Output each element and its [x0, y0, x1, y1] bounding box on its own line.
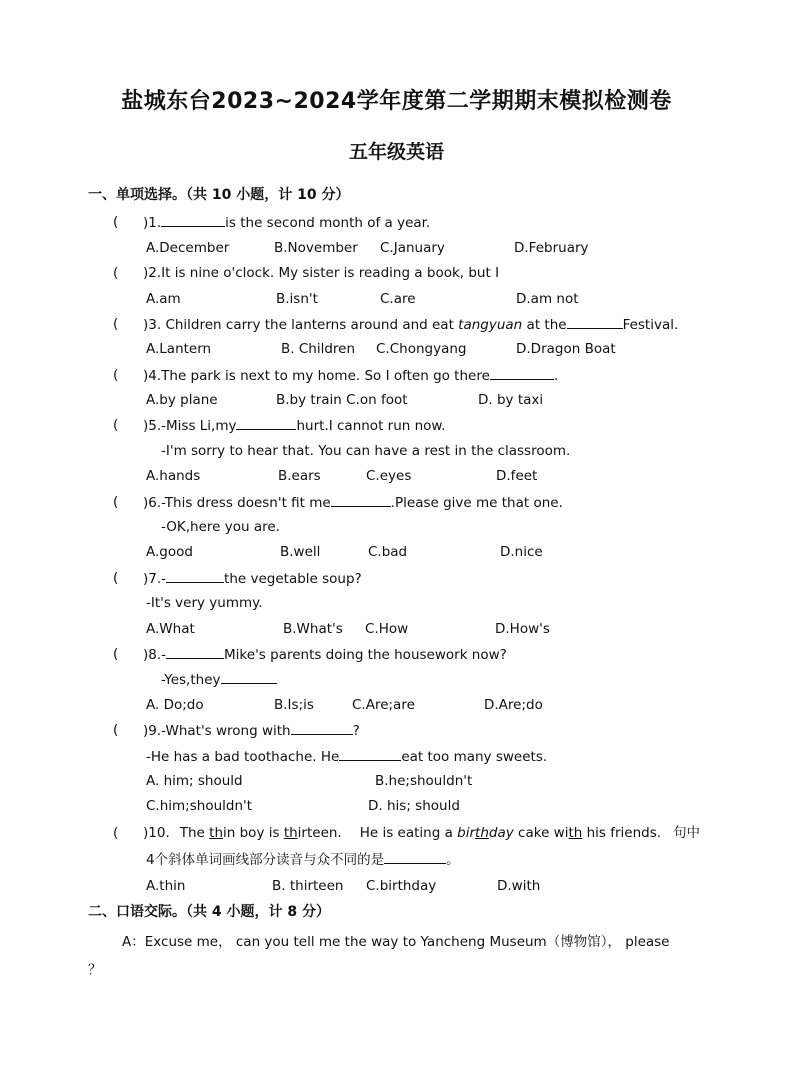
answer-blank: [161, 212, 225, 227]
option-d: D. by taxi: [478, 392, 544, 408]
q9-text-b: ?: [352, 723, 360, 739]
option-d: D.How's: [495, 621, 550, 637]
q10-line2: [146, 849, 460, 870]
q1-num: )1.: [143, 215, 162, 231]
option-d: D.nice: [500, 544, 543, 560]
option-d: D.feet: [496, 468, 538, 484]
question-8: [143, 644, 507, 665]
q10-s6: his friends.: [582, 825, 662, 841]
answer-paren: (: [113, 367, 119, 383]
q10-s2-underlined: th: [283, 825, 298, 841]
option-b: B.he;shouldn't: [375, 773, 473, 789]
question-2: )2.It is nine o'clock. My sister is reading a book, but I: [143, 265, 500, 281]
answer-blank: [490, 365, 554, 380]
q10-s4-italic-underlined: th: [475, 825, 489, 841]
option-b: B.ears: [278, 468, 321, 484]
q10-s3: irteen.: [297, 825, 342, 841]
q3-text-a: )3. Children carry the lanterns around and eat: [143, 317, 459, 333]
q9-reply-a: -He has a bad toothache. He: [146, 749, 340, 765]
question-4: [143, 365, 558, 386]
answer-blank: [384, 849, 446, 864]
q3-text-c: Festival.: [622, 317, 679, 333]
answer-paren: (: [113, 494, 119, 510]
answer-blank: [331, 492, 391, 507]
option-b: B.by train C.on foot: [276, 392, 408, 408]
q8-text-a: )8.-: [143, 647, 167, 663]
option-b: B.What's: [283, 621, 343, 637]
option-d: D. his; should: [368, 798, 460, 814]
q9-reply-b: eat too many sweets.: [401, 749, 548, 765]
answer-paren: (: [113, 417, 119, 433]
option-b: B. Children: [281, 341, 356, 357]
q3-text-b: at the: [522, 317, 567, 333]
q6-text-b: .Please give me that one.: [390, 495, 563, 511]
q10-tail: 句中: [673, 825, 701, 841]
answer-paren: (: [113, 570, 119, 586]
option-c: C.eyes: [366, 468, 412, 484]
q6-text-a: )6.-This dress doesn't fit me: [143, 495, 331, 511]
option-c: C.bad: [368, 544, 408, 560]
q1-text: is the second month of a year.: [225, 215, 431, 231]
option-a: A.What: [146, 621, 195, 637]
option-d: D.with: [497, 878, 541, 894]
answer-paren: (: [113, 316, 119, 332]
option-b: B.November: [274, 240, 358, 256]
q10-line2-text: 4个斜体单词画线部分读音与众不同的是: [146, 852, 385, 868]
option-b: B.well: [280, 544, 321, 560]
q10-s5: cake wi: [513, 825, 569, 841]
answer-blank: [339, 746, 401, 761]
option-c: C.birthday: [366, 878, 437, 894]
question-6: [143, 492, 563, 513]
answer-paren: (: [113, 646, 119, 662]
option-a: A. Do;do: [146, 697, 204, 713]
option-b: B. thirteen: [272, 878, 344, 894]
option-a: A.hands: [146, 468, 201, 484]
question-9: [143, 720, 360, 741]
option-c: C.are: [380, 291, 416, 307]
q3-italic-word: tangyuan: [458, 317, 523, 333]
q6-reply: -OK,here you are.: [161, 519, 280, 535]
option-a: A.Lantern: [146, 341, 212, 357]
q10-s4-italic-b: day: [488, 825, 514, 841]
question-3: [143, 314, 678, 335]
answer-blank: [166, 568, 224, 583]
q10-s4: He is eating a: [359, 825, 458, 841]
option-b: B.isn't: [276, 291, 318, 307]
q9-text-a: )9.-What's wrong with: [143, 723, 291, 739]
option-d: D.Are;do: [484, 697, 543, 713]
option-a: A.by plane: [146, 392, 218, 408]
q8-reply: [161, 669, 277, 690]
option-a: A.good: [146, 544, 193, 560]
option-a: A.thin: [146, 878, 186, 894]
page-subtitle: 五年级英语: [348, 141, 444, 163]
option-c: C.Chongyang: [376, 341, 467, 357]
question-10: [143, 823, 700, 843]
page-title: 盐城东台2023~2024学年度第二学期期末模拟检测卷: [121, 89, 672, 114]
option-a: A.December: [146, 240, 230, 256]
q9-reply: [146, 746, 547, 767]
q10-s1-underlined: th: [209, 825, 224, 841]
q10-num: )10.: [143, 825, 170, 841]
q5-text-a: )5.-Miss Li,my: [143, 418, 237, 434]
q10-line2-end: 。: [446, 852, 460, 868]
answer-paren: (: [113, 722, 119, 738]
answer-paren: (: [113, 825, 119, 841]
option-d: D.am not: [516, 291, 579, 307]
option-c: C.How: [365, 621, 409, 637]
answer-blank: [567, 314, 623, 329]
question-7: [143, 568, 362, 589]
answer-paren: (: [113, 214, 119, 230]
option-d: D.February: [514, 240, 589, 256]
option-c: C.him;shouldn't: [146, 798, 253, 814]
answer-blank: [166, 644, 224, 659]
q4-end: .: [553, 368, 559, 384]
section2-heading: 二、口语交际。（共 4 小题，计 8 分）: [88, 904, 330, 920]
answer-paren: (: [113, 265, 119, 281]
q10-s2: in boy is: [223, 825, 284, 841]
section1-heading: 一、单项选择。（共 10 小题，计 10 分）: [88, 187, 350, 203]
question-5: [143, 415, 446, 436]
option-d: D.Dragon Boat: [516, 341, 616, 357]
option-a: A.am: [146, 291, 181, 307]
q10-s1: The: [179, 825, 210, 841]
q7-reply: -It's very yummy.: [146, 595, 263, 611]
q4-text: )4.The park is next to my home. So I often go there: [143, 368, 490, 384]
answer-blank: [291, 720, 353, 735]
question-1: [143, 212, 430, 233]
q10-s4-italic-a: bir: [457, 825, 476, 841]
answer-blank: [236, 415, 296, 430]
option-c: C.Are;are: [352, 697, 415, 713]
option-c: C.January: [380, 240, 445, 256]
option-a: A. him; should: [146, 773, 243, 789]
dialogue-a-line: A：Excuse me， can you tell me the way to Yancheng Museum（博物馆）， please: [122, 934, 670, 950]
q5-reply: -I'm sorry to hear that. You can have a rest in the classroom.: [161, 443, 571, 459]
option-b: B.Is;is: [274, 697, 314, 713]
q8-text-b: Mike's parents doing the housework now?: [224, 647, 507, 663]
q7-text-b: the vegetable soup?: [224, 571, 362, 587]
dialogue-a-end: ？: [88, 962, 102, 978]
answer-blank: [221, 669, 277, 684]
q5-text-b: hurt.I cannot run now.: [296, 418, 446, 434]
q7-text-a: )7.-: [143, 571, 167, 587]
q10-s5-underlined: th: [568, 825, 583, 841]
q8-reply-text: -Yes,they: [161, 672, 221, 688]
